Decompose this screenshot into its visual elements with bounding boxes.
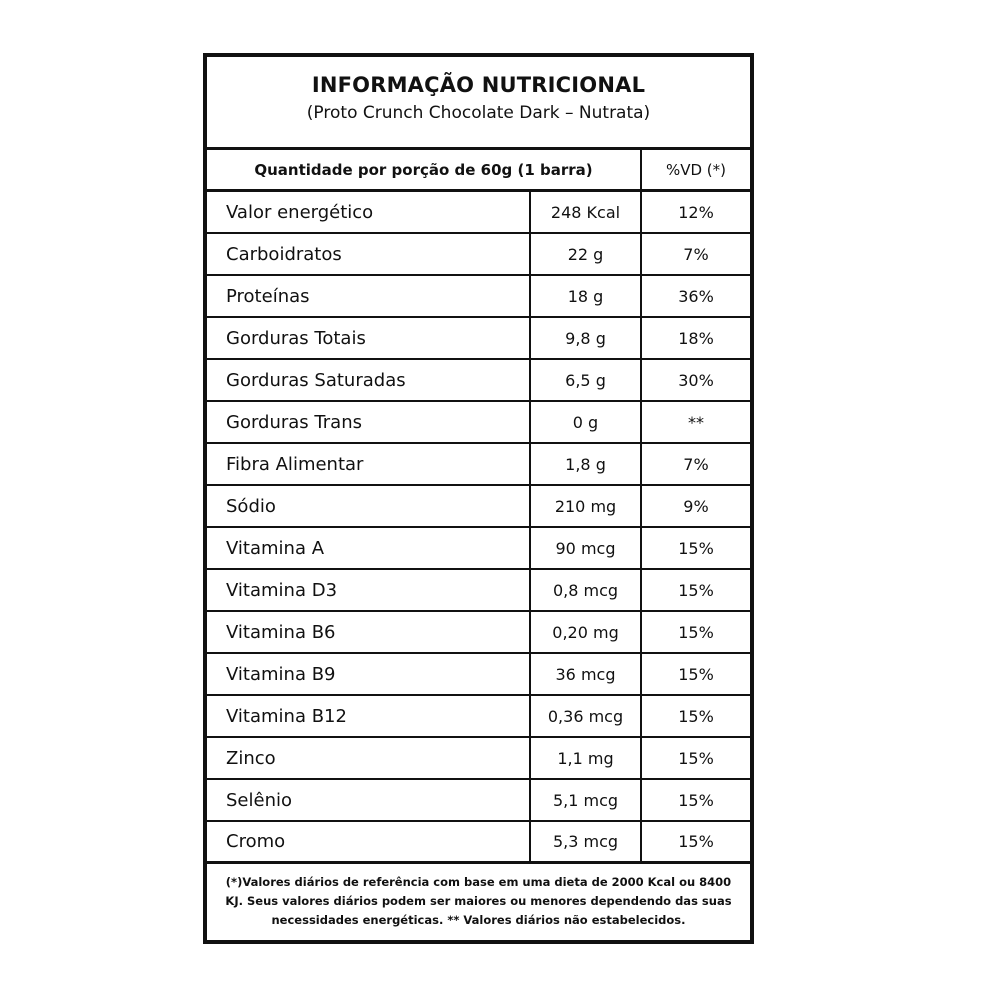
nutrient-name: Carboidratos (207, 234, 531, 274)
column-header-row (207, 150, 750, 192)
nutrient-amount: 9,8 g (531, 318, 642, 358)
nutrient-daily-value: ** (688, 412, 704, 432)
table-row (207, 402, 750, 444)
nutrient-daily-value: 7% (683, 244, 709, 264)
nutrient-amount: 0,36 mcg (531, 696, 642, 736)
nutrient-name: Fibra Alimentar (207, 444, 531, 484)
nutrient-amount: 248 Kcal (531, 192, 642, 232)
table-row (207, 654, 750, 696)
table-title: INFORMAÇÃO NUTRICIONAL (311, 73, 646, 97)
table-row (207, 318, 750, 360)
nutrient-amount: 0,8 mcg (531, 570, 642, 610)
product-subtitle: (Proto Crunch Chocolate Dark – Nutrata) (306, 103, 651, 123)
nutrient-name: Selênio (207, 780, 531, 820)
table-row (207, 612, 750, 654)
nutrient-amount: 90 mcg (531, 528, 642, 568)
nutrient-name: Valor energético (207, 192, 531, 232)
daily-value-header: %VD (*) (665, 160, 727, 179)
nutrient-amount: 0 g (531, 402, 642, 442)
nutrient-amount: 0,20 mg (531, 612, 642, 652)
nutrient-daily-value: 30% (678, 370, 714, 390)
nutrient-name: Proteínas (207, 276, 531, 316)
nutrient-daily-value: 15% (678, 748, 714, 768)
nutrient-amount: 36 mcg (531, 654, 642, 694)
nutrient-amount: 5,1 mcg (531, 780, 642, 820)
nutrient-amount: 1,8 g (531, 444, 642, 484)
table-row (207, 192, 750, 234)
nutrient-daily-value: 9% (683, 496, 709, 516)
nutrition-facts-table (203, 53, 754, 944)
table-heading (207, 57, 750, 150)
nutrient-name: Sódio (207, 486, 531, 526)
nutrient-name: Cromo (207, 822, 531, 861)
nutrient-daily-value: 15% (678, 790, 714, 810)
nutrient-daily-value: 15% (678, 832, 714, 851)
nutrient-daily-value: 15% (678, 664, 714, 684)
nutrient-amount: 1,1 mg (531, 738, 642, 778)
nutrient-name: Gorduras Trans (207, 402, 531, 442)
nutrient-name: Vitamina A (207, 528, 531, 568)
nutrient-amount: 210 mg (531, 486, 642, 526)
nutrient-name: Vitamina B9 (207, 654, 531, 694)
nutrient-name: Gorduras Totais (207, 318, 531, 358)
nutrient-name: Vitamina B6 (207, 612, 531, 652)
table-row (207, 570, 750, 612)
table-row (207, 696, 750, 738)
nutrient-name: Vitamina B12 (207, 696, 531, 736)
footnote: (*)Valores diários de referência com base em uma dieta de 2000 Kcal ou 8400 KJ. Seus valores diários podem ser maiores ou menores dependendo das suas necessidades energéticas. ** Valores diários não estabelecidos. (225, 875, 732, 927)
nutrient-daily-value: 15% (678, 538, 714, 558)
table-row (207, 234, 750, 276)
nutrient-amount: 6,5 g (531, 360, 642, 400)
nutrient-daily-value: 15% (678, 622, 714, 642)
nutrient-daily-value: 12% (678, 202, 714, 222)
nutrient-name: Vitamina D3 (207, 570, 531, 610)
table-row (207, 360, 750, 402)
table-row (207, 276, 750, 318)
table-row (207, 528, 750, 570)
nutrient-daily-value: 15% (678, 706, 714, 726)
nutrient-amount: 22 g (531, 234, 642, 274)
nutrient-amount: 18 g (531, 276, 642, 316)
table-row (207, 738, 750, 780)
nutrient-name: Gorduras Saturadas (207, 360, 531, 400)
table-row (207, 486, 750, 528)
nutrient-amount: 5,3 mcg (531, 822, 642, 861)
nutrient-daily-value: 15% (678, 580, 714, 600)
nutrient-daily-value: 7% (683, 454, 709, 474)
nutrient-name: Zinco (207, 738, 531, 778)
nutrient-daily-value: 36% (678, 286, 714, 306)
nutrient-daily-value: 18% (678, 328, 714, 348)
nutrient-rows (207, 192, 750, 864)
table-row (207, 444, 750, 486)
serving-size-header: Quantidade por porção de 60g (1 barra) (207, 150, 642, 189)
table-row (207, 822, 750, 864)
table-row (207, 780, 750, 822)
